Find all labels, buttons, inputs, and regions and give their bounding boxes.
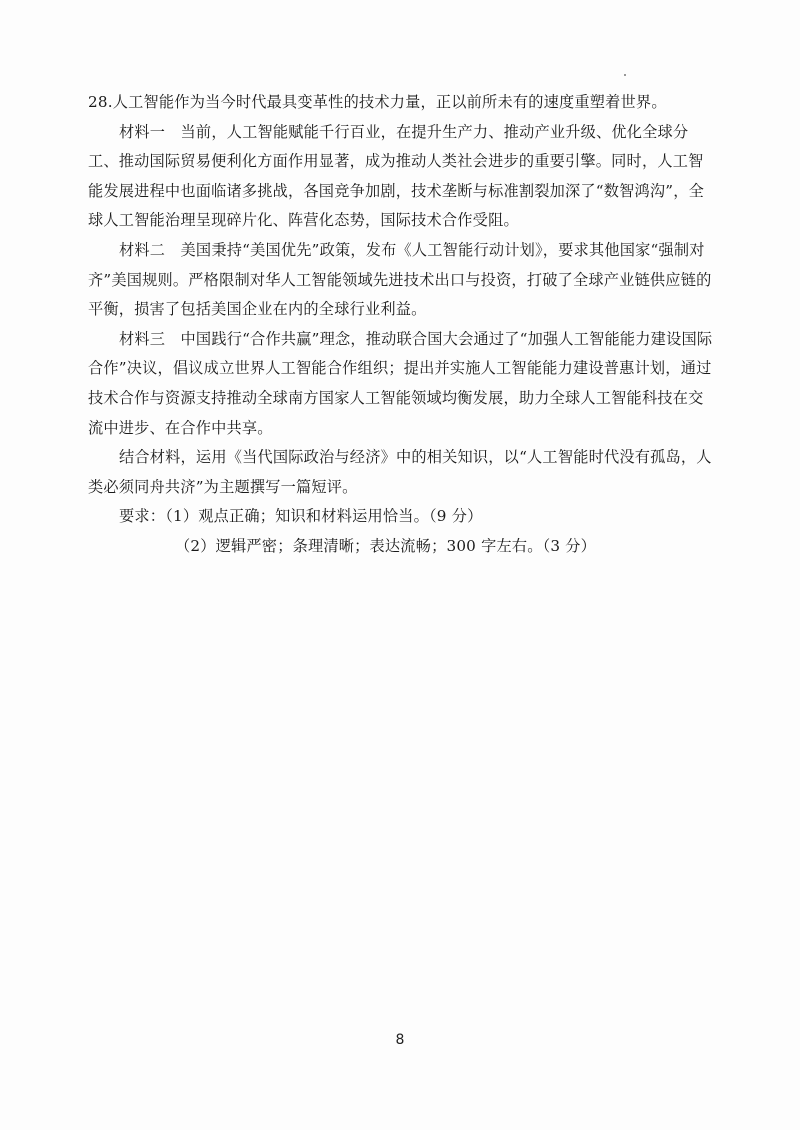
task-instruction: 结合材料，运用《当代国际政治与经济》中的相关知识，以“人工智能时代没有孤岛，人类必须同舟共济”为主题撰写一篇短评。 — [88, 448, 712, 496]
scan-speck — [624, 74, 626, 76]
material-two: 材料二 美国秉持“美国优先”政策，发布《人工智能行动计划》，要求其他国家“强制对齐”美国规则。严格限制对华人工智能领域先进技术出口与投资，打破了全球产业链供应链的平衡，损害了包括美国企业在内的全球行业利益。 — [88, 240, 712, 319]
page-number: 8 — [395, 1032, 405, 1048]
requirement-two: （2）逻辑严密；条理清晰；表达流畅；300 字左右。（3 分） — [175, 536, 597, 555]
material-three: 材料三 中国践行“合作共赢”理念，推动联合国大会通过了“加强人工智能能力建设国际合作”决议，倡议成立世界人工智能合作组织；提出并实施人工智能能力建设普惠计划，通过技术合作与资源支持推动全球南方国家人工智能领域均衡发展，助力全球人工智能科技在交流中进步、在合作中共享。 — [88, 329, 713, 437]
requirement-one: 要求：（1）观点正确；知识和材料运用恰当。（9 分） — [119, 507, 483, 526]
question-stem: 28.人工智能作为当今时代最具变革性的技术力量，正以前所未有的速度重塑着世界。 — [88, 93, 667, 111]
question-28 — [88, 88, 716, 562]
material-one: 材料一 当前，人工智能赋能千行百业，在提升生产力、推动产业升级、优化全球分工、推动国际贸易便利化方面作用显著，成为推动人类社会进步的重要引擎。同时，人工智能发展进程中也面临诸多挑战，各国竞争加剧，技术垄断与标准割裂加深了“数智鸿沟”，全球人工智能治理呈现碎片化、阵营化态势，国际技术合作受阻。 — [88, 122, 705, 230]
